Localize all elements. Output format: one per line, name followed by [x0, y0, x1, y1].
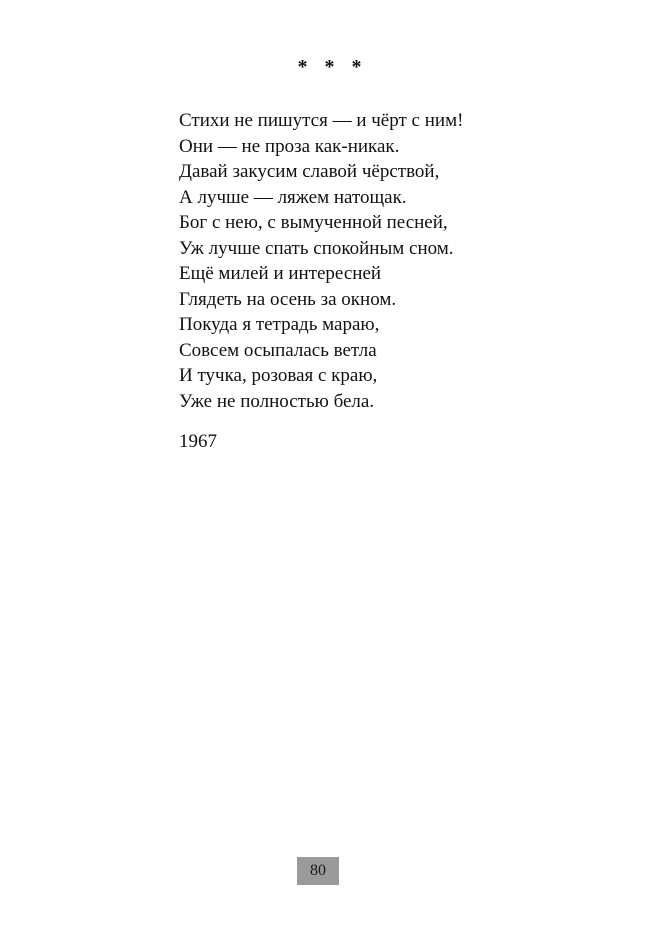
poem-line: Глядеть на осень за окном.	[179, 288, 397, 310]
poem-line: Ещё милей и интересней	[179, 263, 382, 284]
poem-line: И тучка, розовая с краю,	[179, 365, 378, 386]
poem-year: 1967	[179, 431, 217, 452]
poem-line: А лучше — ляжем натощак.	[179, 186, 407, 208]
poem-line: Уже не полностью бела.	[179, 390, 375, 412]
poem-line: Бог с нею, с вымученной песней,	[179, 212, 448, 233]
poem-line: Уж лучше спать спокойным сном.	[179, 237, 454, 259]
section-divider-asterisks: * * *	[297, 56, 368, 78]
poem-line: Они — не проза как-никак.	[179, 135, 400, 157]
poem-line: Давай закусим славой чёрствой,	[179, 161, 440, 182]
poem-line: Стихи не пишутся — и чёрт с ним!	[179, 110, 464, 131]
poem-text	[179, 108, 463, 414]
poem-line: Совсем осыпалась ветла	[179, 339, 377, 361]
poem-line: Покуда я тетрадь мараю,	[179, 314, 380, 335]
page-number-badge: 80	[297, 857, 339, 885]
